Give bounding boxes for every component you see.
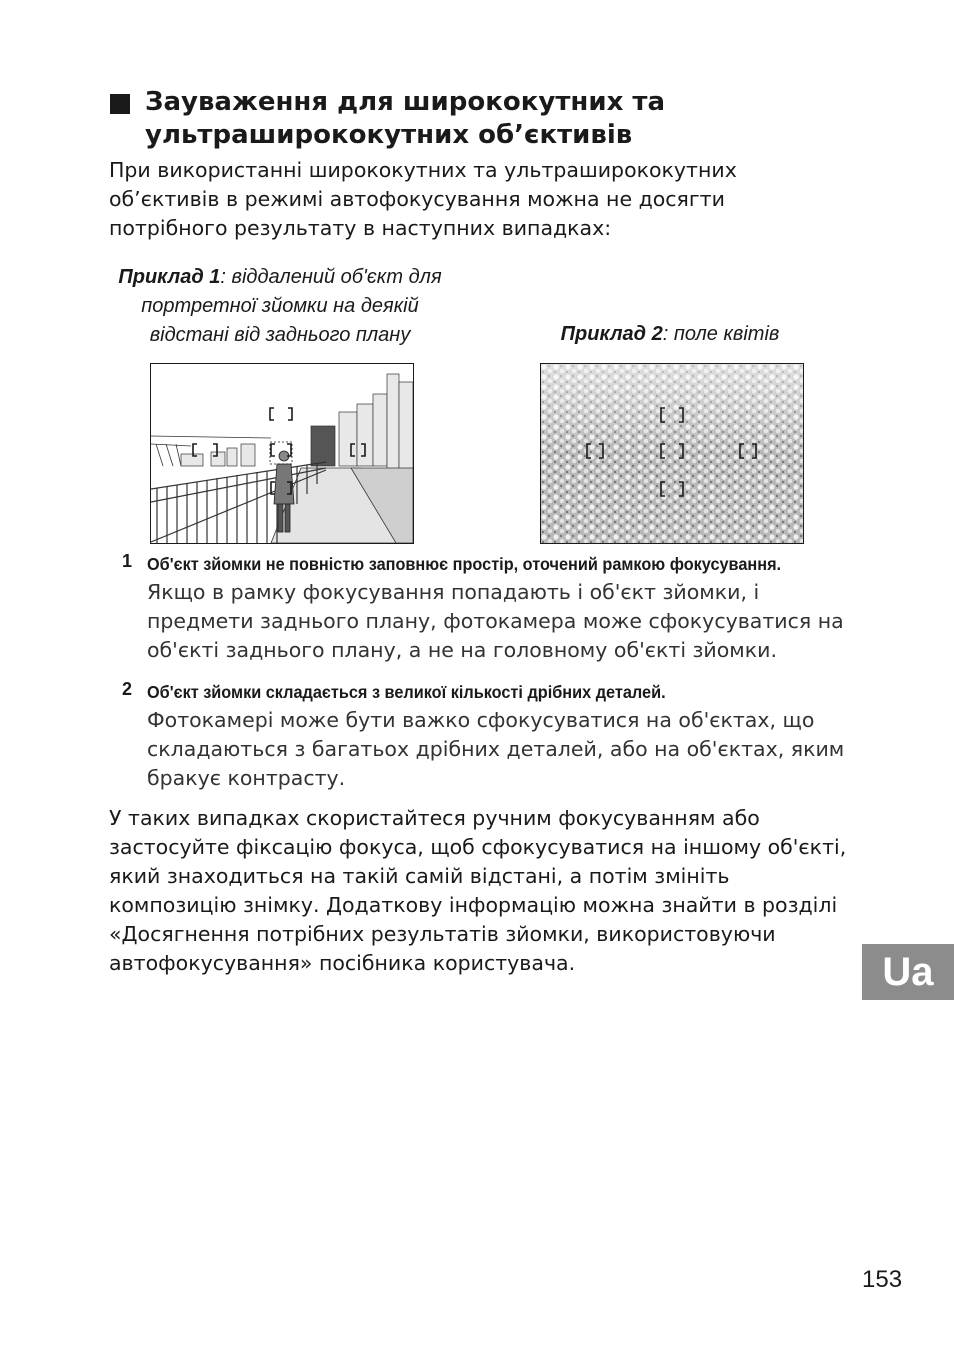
example2-illustration — [540, 363, 804, 544]
item2-title: Об'єкт зйомки складається з великої кількості дрібних деталей. — [147, 682, 666, 702]
item1-body: Якщо в рамку фокусування попадають і об'єкт зйомки, і предмети заднього плану, фотокамера може сфокусуватися на об'єкті заднього плану, а не на головному об'єкті зйомки. — [147, 580, 844, 662]
flower-field-drawing — [541, 364, 803, 543]
item1-title: Об'єкт зйомки не повністю заповнює простір, оточений рамкою фокусування. — [147, 554, 782, 574]
item2-number: 2 — [122, 679, 133, 699]
example1-illustration — [150, 363, 414, 544]
example1-label: Приклад 1 — [118, 266, 221, 288]
closing-paragraph: У таких випадках скористайтеся ручним фокусуванням або застосуйте фіксацію фокуса, щоб сфокусуватися на іншому об'єкті, який знаходиться на такій самій відстані, а потім змініть композицію знімку. Додаткову інформацію можна знайти в розділі «Досягнення потрібних результатів зйомки, використовуючи автофокусування» посібника користувача. — [109, 806, 847, 975]
section-heading: Зауваження для ширококутних та ультраширококутних об’єктивів — [145, 87, 666, 150]
example1-text: : віддалений об'єкт для портретної зйомки на деякій відстані від заднього плану — [141, 266, 442, 346]
item2-body: Фотокамері може бути важко сфокусуватися на об'єктах, що складаються з багатьох дрібних деталей, або на об'єктах, яким бракує контрасту. — [147, 708, 845, 790]
example2-caption — [520, 320, 820, 349]
intro-paragraph: При використанні ширококутних та ультраширококутних об’єктивів в режимі автофокусування можна не досягти потрібного результату в наступних випадках: — [109, 158, 737, 240]
language-tab: Ua — [862, 944, 954, 1000]
page-number: 153 — [862, 1266, 903, 1293]
example2-label: Приклад 2 — [560, 323, 663, 345]
heading-square-icon — [110, 94, 130, 114]
example1-caption — [100, 263, 460, 350]
example2-text: : поле квітів — [662, 323, 780, 345]
bridge-scene-drawing — [151, 364, 413, 543]
item1-number: 1 — [122, 551, 133, 571]
